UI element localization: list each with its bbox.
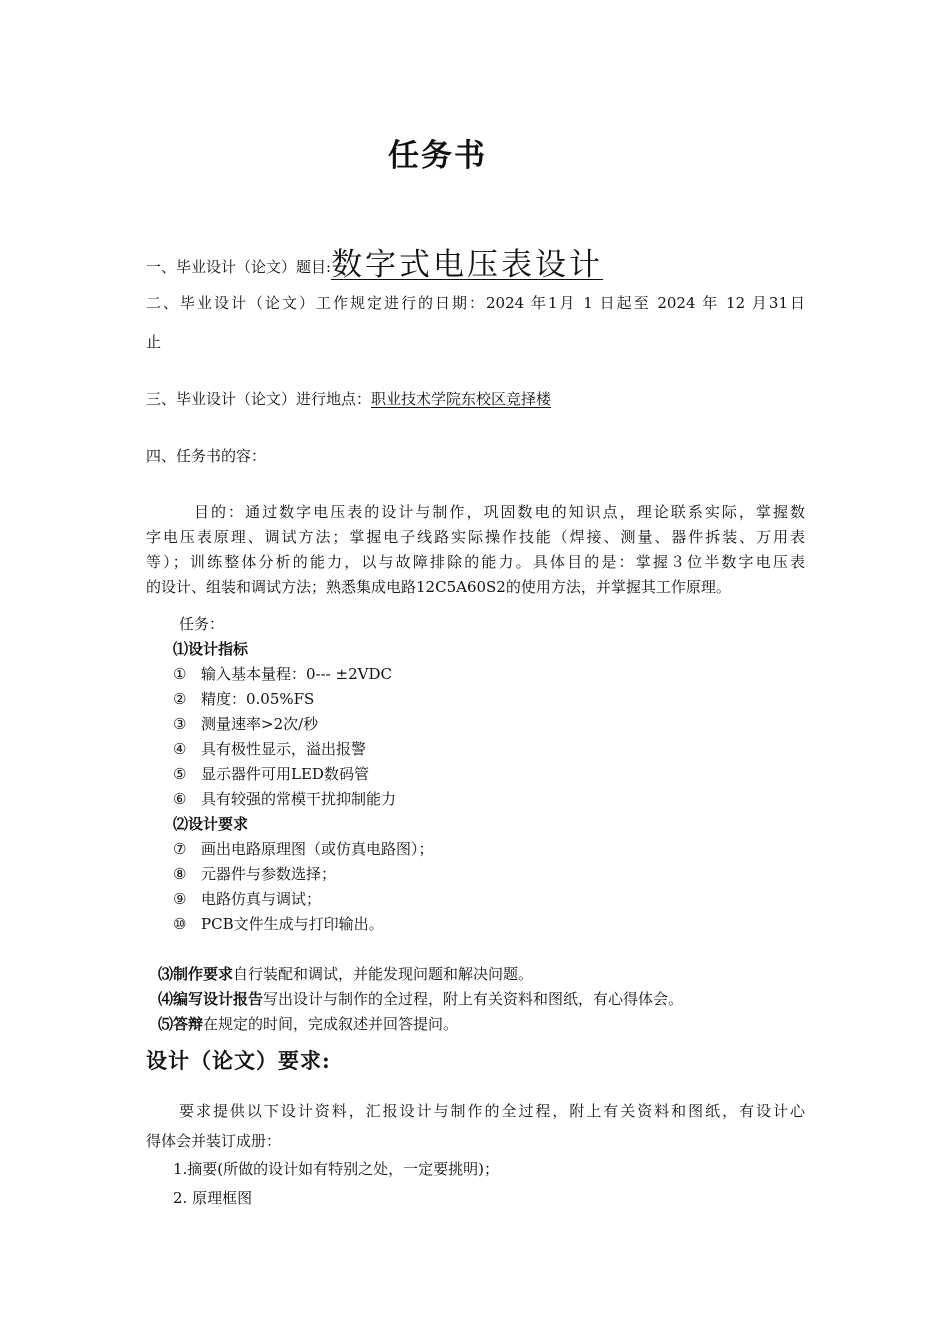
work-period-end: 止 <box>146 333 162 351</box>
defense-requirement: ⑸答辩在规定的时间，完成叙述并回答提问。 <box>158 1015 459 1033</box>
list-item: ① 输入基本量程：0--- ±2VDC <box>173 665 392 683</box>
list-item: 2. 原理框图 <box>173 1189 253 1207</box>
list-item: ② 精度：0.05%FS <box>173 690 315 708</box>
purpose-line-2: 字电压表原理、调试方法；掌握电子线路实际操作技能（焊接、测量、器件拆装、万用表 <box>146 528 805 546</box>
list-item: ⑧ 元器件与参数选择； <box>173 865 337 883</box>
list-item: 1.摘要(所做的设计如有特别之处，一定要挑明)； <box>173 1160 500 1178</box>
purpose-line-1: 目的：通过数字电压表的设计与制作，巩固数电的知识点，理论联系实际，掌握数 <box>194 503 805 521</box>
work-period: 二、毕业设计（论文）工作规定进行的日期：2024 年1月 1 日起至 2024 年 12 月31日 <box>146 294 805 312</box>
list-item: ⑥ 具有较强的常模干扰抑制能力 <box>173 790 397 808</box>
list-item: ③ 测量速率>2次/秒 <box>173 715 319 733</box>
list-item: ⑨ 电路仿真与调试； <box>173 890 322 908</box>
list-item: ⑩ PCB文件生成与打印输出。 <box>173 915 384 933</box>
page-title: 任务书 <box>388 138 487 174</box>
section-content-heading: 四、任务书的容： <box>146 447 267 465</box>
list-item: ④ 具有极性显示，溢出报警 <box>173 740 367 758</box>
requirements-para-line-2: 得体会并装订成册： <box>146 1132 282 1150</box>
purpose-line-3: 等）；训练整体分析的能力，以与故障排除的能力。具体目的是：掌握３位半数字电压表 <box>146 553 805 571</box>
location-label: 三、毕业设计（论文）进行地点： <box>146 390 372 408</box>
topic-label: 一、毕业设计（论文）题目: <box>146 258 332 276</box>
purpose-line-4: 的设计、组装和调试方法；熟悉集成电路12C5A60S2的使用方法，并掌握其工作原理。 <box>146 578 731 596</box>
tasks-label: 任务： <box>179 615 225 633</box>
section-topic <box>146 236 603 281</box>
design-req-heading: ⑵设计要求 <box>173 815 249 833</box>
location-value: 职业技术学院东校区竞择楼 <box>371 390 552 408</box>
list-item: ⑤ 显示器件可用LED数码管 <box>173 765 369 783</box>
requirements-para-line-1: 要求提供以下设计资料，汇报设计与制作的全过程，附上有关资料和图纸，有设计心 <box>179 1102 805 1120</box>
report-requirement: ⑷编写设计报告写出设计与制作的全过程，附上有关资料和图纸，有心得体会。 <box>158 990 684 1008</box>
list-item: ⑦ 画出电路原理图（或仿真电路图）； <box>173 840 434 858</box>
section-location <box>146 388 551 409</box>
production-requirement: ⑶制作要求自行装配和调试，并能发现问题和解决问题。 <box>158 965 534 983</box>
requirements-heading: 设计（论文）要求: <box>146 1048 331 1073</box>
topic-value: 数字式电压表设计 <box>331 247 604 283</box>
design-index-heading: ⑴设计指标 <box>173 640 249 658</box>
